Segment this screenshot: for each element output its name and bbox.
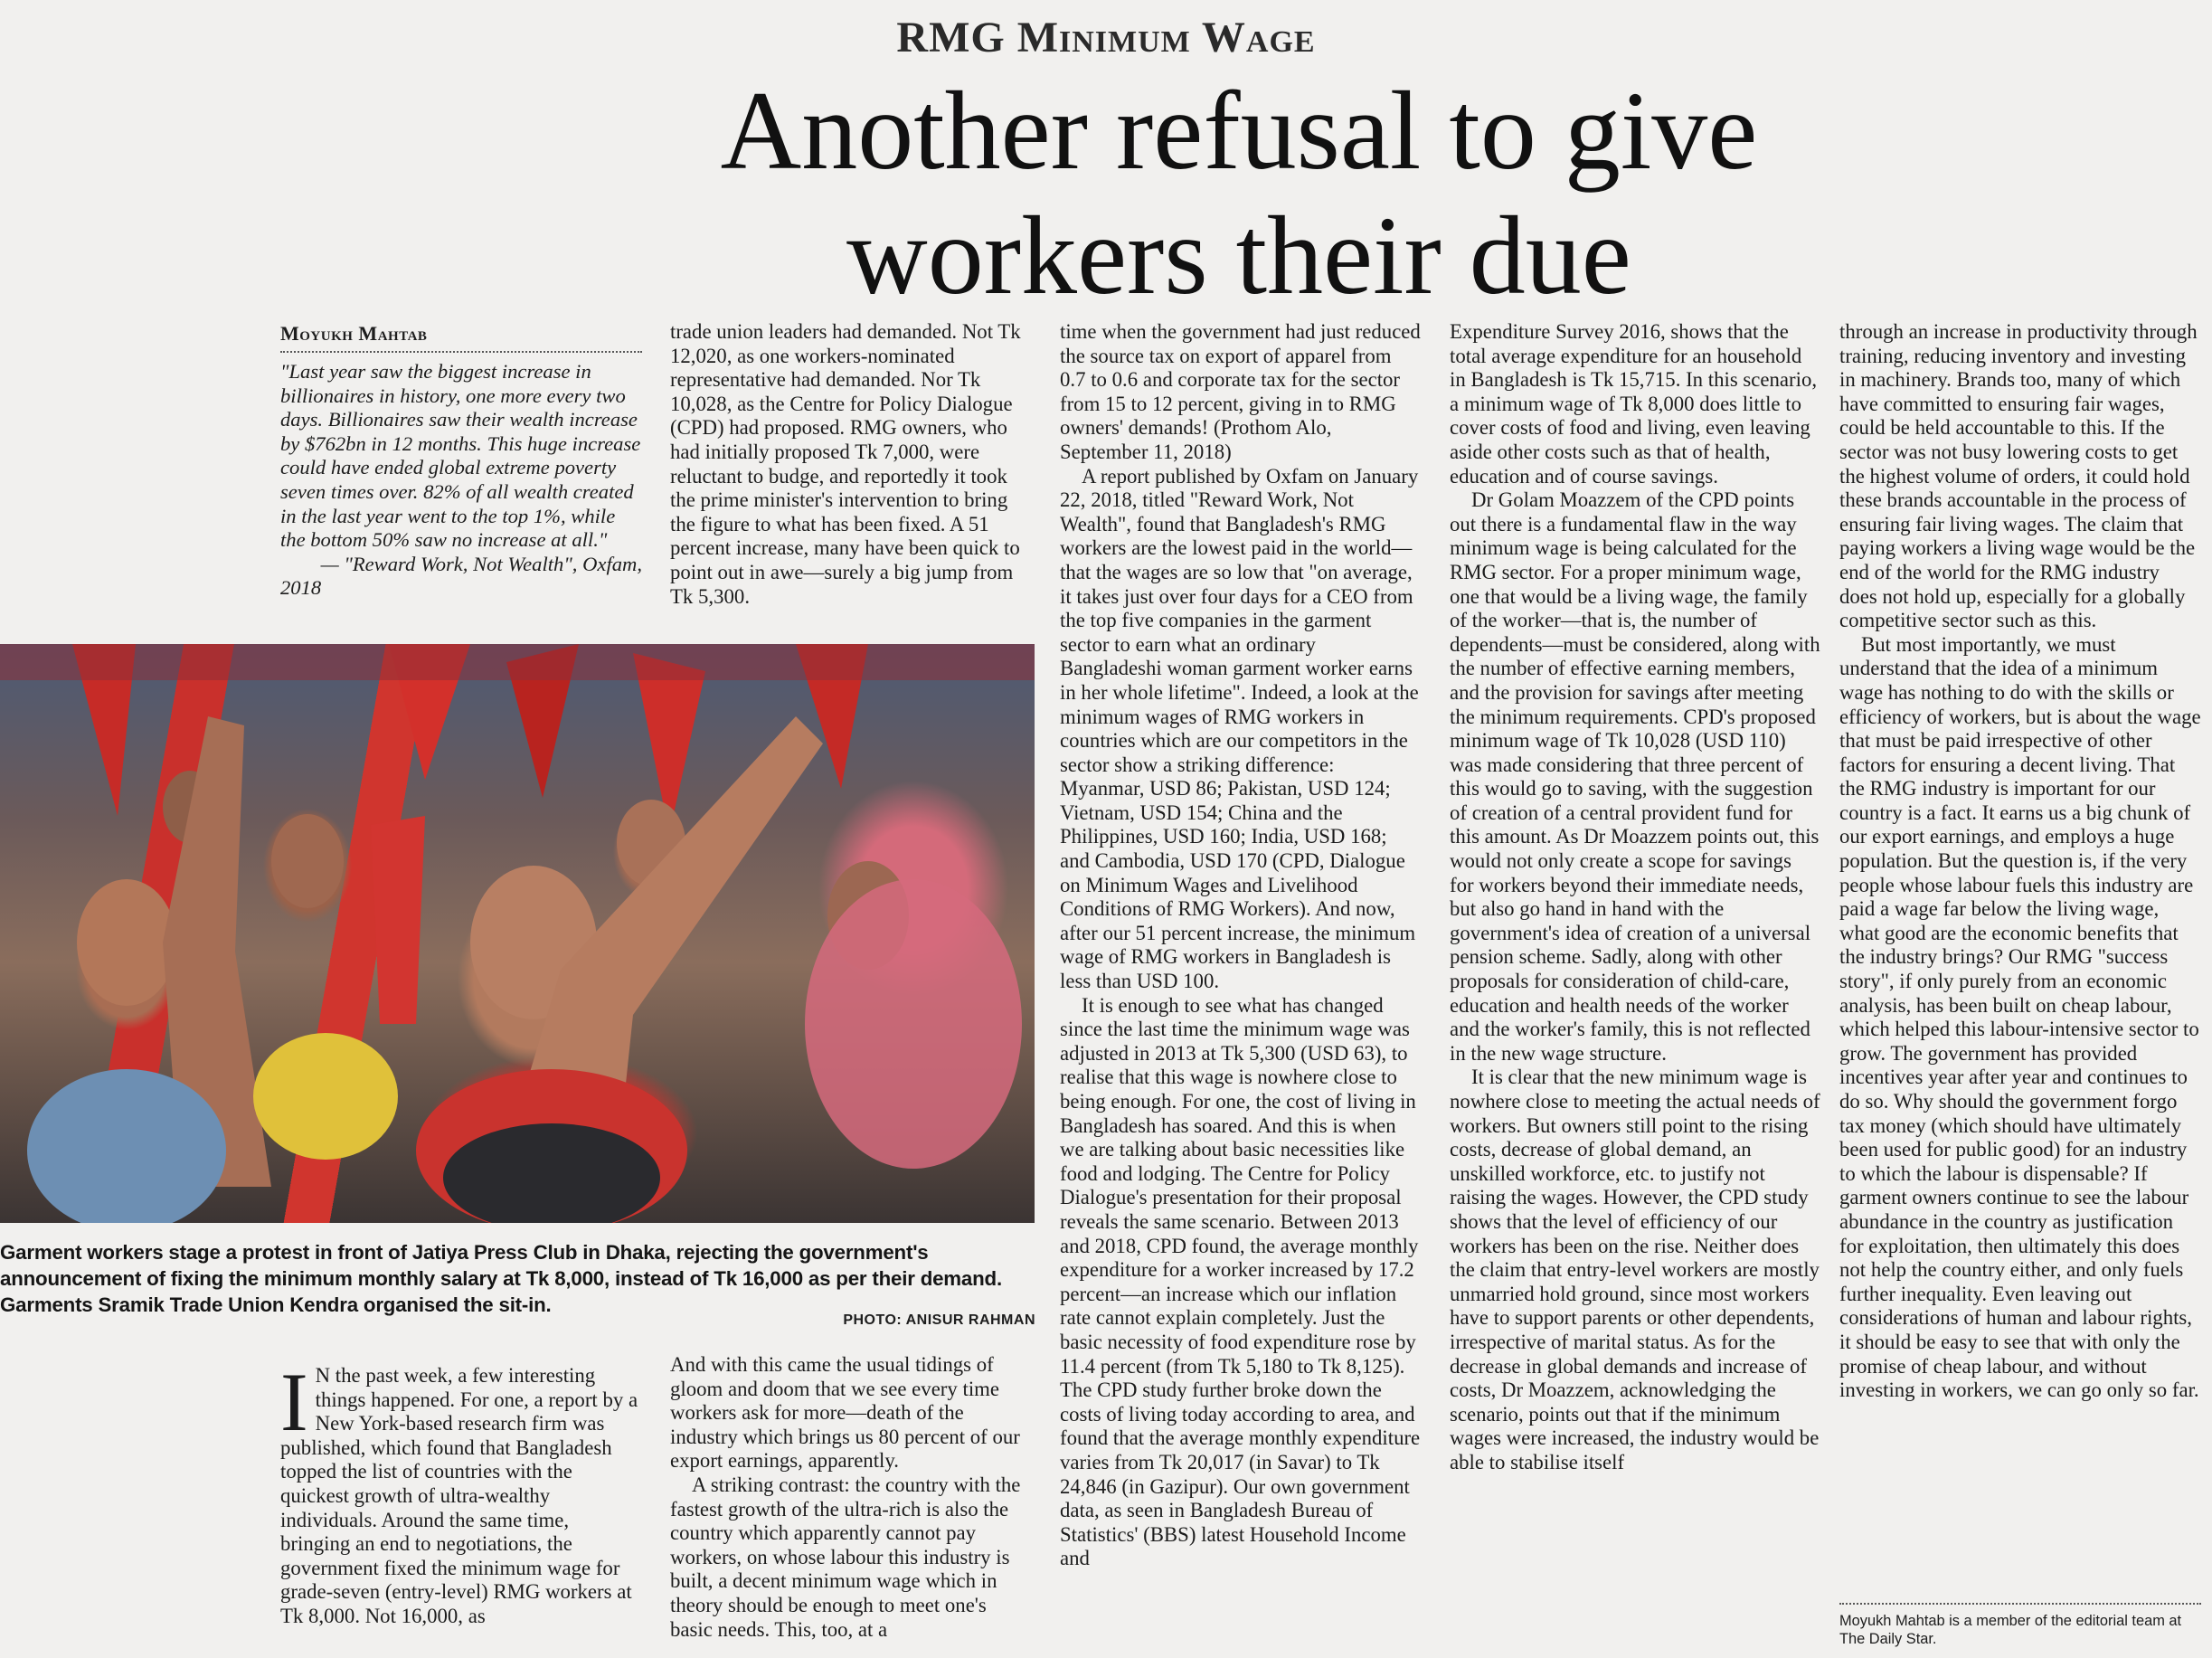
author-bio: Moyukh Mahtab is a member of the editorial team at The Daily Star. (1839, 1603, 2201, 1648)
byline: Moyukh Mahtab (280, 322, 642, 353)
epigraph-cite: — "Reward Work, Not Wealth", Oxfam, (320, 552, 642, 575)
column-3 (1060, 320, 1422, 1571)
paragraph: A report published by Oxfam on January 22, 2018, titled "Reward Work, Not Wealth", found that Bangladesh's RMG workers are the lowest paid in the world—that the wages are so low that "on average, it takes just over four days for a CEO from the top five companies in the garment sector to earn what an ordinary Bangladeshi woman garment worker earns in her whole lifetime". Indeed, a look at the minimum wages of RMG workers in countries which are our competitors in the sector show a striking difference: Myanmar, USD 86; Pakistan, USD 124; Vietnam, USD 154; China and the Philippines, USD 160; India, USD 168; and Cambodia, USD 170 (CPD, Dialogue on Minimum Wages and Livelihood Conditions of RMG Workers). And now, after our 51 percent increase, the minimum wage of RMG workers in Bangladesh is less than USD 100. (1060, 464, 1419, 993)
paragraph-text: N the past week, a few interesting things happened. For one, a report by a New York-based research firm was published, which found that Bangladesh topped the list of countries with the quickest growth of ultra-wealthy individuals. Around the same time, bringing an end to negotiations, the government fixed the minimum wage for grade-seven (entry-level) RMG workers at Tk 8,000. Not 16,000, as (280, 1364, 638, 1627)
column-2-bottom (670, 1353, 1032, 1642)
paragraph (280, 1356, 642, 1629)
drop-cap: I (280, 1356, 308, 1448)
photo-caption: Garment workers stage a protest in front of Jatiya Press Club in Dhaka, rejecting the government's announcement of fixing the minimum monthly salary at Tk 8,000, instead of Tk 16,000 as per their demand. Garments Sramik Trade Union Kendra organised the sit-in. (0, 1241, 1002, 1316)
column-4 (1450, 320, 1820, 1475)
paragraph: A striking contrast: the country with the fastest growth of the ultra-rich is also the country which apparently cannot pay workers, on whose labour this industry is built, a decent minimum wage which in theory should be enough to meet one's basic needs. This, too, at a (670, 1473, 1021, 1641)
paragraph: through an increase in productivity through training, reducing inventory and investing in machinery. Brands too, many of which have committed to ensuring fair wages, could be held accountable to this. If the sector was not busy lowering costs to get the highest volume of orders, it could hold these brands accountable in the process of ensuring fair living wages. The claim that paying workers a living wage would be the end of the world for the RMG industry does not hold up, especially for a globally competitive sector such as this. (1839, 320, 2198, 632)
paragraph: But most importantly, we must understand that the idea of a minimum wage has nothing to do with the skills or efficiency of workers, but is about the wage that must be paid irrespective of other factors for ensuring a decent living. That the RMG industry is important for our country is a fact. It earns us a big chunk of our export earnings, and employs a huge population. But the question is, if the very people whose labour fuels this industry are paid a wage far below the living wage, what good are the economic benefits that the industry brings? Our RMG "success story", if only purely from an economic analysis, has been built on cheap labour, which helped this labour-intensive sector to grow. The government has provided incentives year after year and continues to do so. Why should the government forgo tax money (which should have ultimately been used for public good) for an industry to which the labour is dispensable? If garment owners continue to see the labour abundance in the country as justification for exploitation, then ultimately this does not help the country either, and only fuels further inequality. Even leaving out considerations of human and labour rights, it should be easy to see that with only the promise of cheap labour, and without investing in workers, we can go only so far. (1839, 632, 2201, 1402)
headline (597, 69, 1881, 318)
paragraph: Dr Golam Moazzem of the CPD points out there is a fundamental flaw in the way minimum wage is being calculated for the RMG sector. For a proper minimum wage, one that would be a living wage, the family of the worker—that is, the number of dependents—must be considered, along with the number of effective earning members, and the provision for savings after meeting the minimum requirements. CPD's proposed minimum wage of Tk 10,028 (USD 110) was made considering that three percent of this would go to saving, with the suggestion of creation of a central provident fund for this amount. As Dr Moazzem points out, this would not only create a scope for savings for workers beyond their immediate needs, but also go hand in hand with the government's idea of creation of a universal pension scheme. Sadly, along with other proposals for consideration of child-care, education and health needs of the worker and the worker's family, this is not reflected in the new wage structure. (1450, 488, 1820, 1065)
paragraph: And with this came the usual tidings of gloom and doom that we see every time workers ask for more—death of the industry which brings us 80 percent of our export earnings, apparently. (670, 1353, 1020, 1473)
paragraph: time when the government had just reduced the source tax on export of apparel from 0.7 to 0.6 and corporate tax for the sector from 15 to 12 percent, giving in to RMG owners' demands! (Prothom Alo, September 11, 2018) (1060, 320, 1421, 463)
paragraph: trade union leaders had demanded. Not Tk 12,020, as one workers-nominated representative had demanded. Nor Tk 10,028, as the Centre for Policy Dialogue (CPD) had proposed. RMG owners, who had initially proposed Tk 7,000, were reluctant to budge, and reportedly it took the prime minister's intervention to bring the figure to what has been fixed. A 51 percent increase, many have been quick to point out in awe—surely a big jump from Tk 5,300. (670, 320, 1021, 608)
column-5 (1839, 320, 2201, 1403)
epigraph-year: 2018 (280, 576, 322, 600)
protest-photo (0, 644, 1035, 1223)
paragraph: It is clear that the new minimum wage is nowhere close to meeting the actual needs of workers. But owners still point to the rising costs, decrease of global demand, an unskilled workforce, etc. to justify not raising the wages. However, the CPD study shows that the level of efficiency of our workers has been on the rise. Neither does the claim that entry-level workers are mostly unmarried hold ground, since most workers have to support parents or other dependents, irrespective of marital status. As for the decrease in global demands and increase of costs, Dr Moazzem, acknowledging the scenario, points out that if the minimum wages were increased, the industry would be able to stabilise itself (1450, 1066, 1820, 1473)
column-2-top (670, 320, 1032, 609)
headline-line-2: workers their due (846, 194, 1631, 317)
headline-line-1: Another refusal to give (720, 69, 1758, 193)
paragraph: It is enough to see what has changed since the last time the minimum wage was adjusted in 2013 at Tk 5,300 (USD 63), to realise that this wage is nowhere close to being enough. For one, the cost of living in Bangladesh has soared. And this is when we are talking about basic necessities like food and lodging. The Centre for Policy Dialogue's presentation for their proposal reveals the same scenario. Between 2013 and 2018, CPD found, the average monthly expenditure for a worker increased by 17.2 percent—an increase which our inflation rate cannot explain completely. Just the basic necessity of food expenditure rose by 11.4 percent (from Tk 5,180 to Tk 8,125). The CPD study further broke down the costs of living today according to area, and found that the average monthly expenditure varies from Tk 20,017 (in Savar) to Tk 24,846 (in Gazipur). Our own government data, as seen in Bangladesh Bureau of Statistics' (BBS) latest Household Income and (1060, 993, 1421, 1570)
epigraph-quote: "Last year saw the biggest increase in billionaires in history, one more every two days. Billionaires saw their wealth increase by $762bn in 12 months. This huge increase could have ended global extreme poverty seven times over. 82% of all wealth created in the last year went to the top 1%, while the bottom 50% saw no increase at all." (280, 360, 641, 552)
section-kicker: RMG Minimum Wage (896, 14, 1316, 62)
column-1-bottom (280, 1356, 642, 1629)
epigraph (280, 360, 642, 601)
paragraph: Expenditure Survey 2016, shows that the total average expenditure for an household in Bangladesh is Tk 15,715. In this scenario, a minimum wage of Tk 8,000 does little to cover costs of food and living, even leaving aside other costs such as that of health, education and of course savings. (1450, 320, 1818, 488)
photo-credit: PHOTO: ANISUR RAHMAN (843, 1312, 1035, 1328)
protest-photo-illustration (0, 644, 1035, 1223)
